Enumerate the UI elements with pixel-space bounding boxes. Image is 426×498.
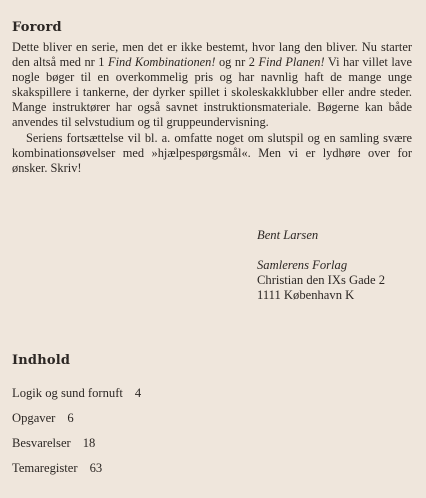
contents-item-page: 4	[134, 386, 142, 400]
foreword-text-a: Dette bliver en serie, men det er ikke bestemt, hvor lang den bliver. Nu starter den altså med nr 1	[12, 40, 412, 70]
contents-item-page: 63	[89, 461, 103, 475]
foreword-text-b: og nr 2	[215, 55, 259, 70]
contents-item-title: Temaregister	[12, 461, 78, 475]
foreword-paragraph-2: Seriens fortsættelse vil bl. a. omfatte noget om slutspil og en samling svære kombinationsøvelser med »hjælpespørgsmål«. Men vi er lydhøre over for ønsker. Skriv!	[12, 130, 412, 175]
contents-item-title: Logik og sund fornuft	[12, 386, 123, 400]
book-title-1: Find Kombinationen!	[108, 55, 216, 70]
contents-heading: Indhold	[12, 353, 71, 368]
contents-item	[12, 411, 141, 436]
author-name: Bent Larsen	[257, 228, 319, 242]
contents-item-title: Opgaver	[12, 411, 56, 425]
foreword-text-c: Vi har villet lave nogle bøger til en overkommelig pris og har navnlig haft de mange unge skakspillere i tankerne, der dyrker spillet i skoleskakklubber eller andre steder. Mange instruktører har også savnet instruktionsmateriale. Bøgerne kan både anvendes til selvstudium og til gruppeundervisning.	[12, 55, 412, 130]
contents-list	[12, 386, 141, 486]
contents-item-page: 18	[82, 436, 96, 450]
address-line-1: Christian den IXs Gade 2	[257, 273, 386, 287]
foreword-heading: Forord	[12, 20, 62, 35]
contents-item-title: Besvarelser	[12, 436, 71, 450]
signature-block	[257, 228, 385, 303]
contents-item	[12, 436, 141, 461]
book-title-2: Find Planen!	[258, 55, 325, 70]
foreword-body	[12, 40, 412, 176]
contents-item	[12, 461, 141, 486]
publisher-name: Samlerens Forlag	[257, 258, 348, 272]
address-line-2: 1111 København K	[257, 288, 355, 302]
contents-item	[12, 386, 141, 411]
foreword-paragraph-1	[12, 40, 412, 131]
contents-item-page: 6	[67, 411, 74, 425]
